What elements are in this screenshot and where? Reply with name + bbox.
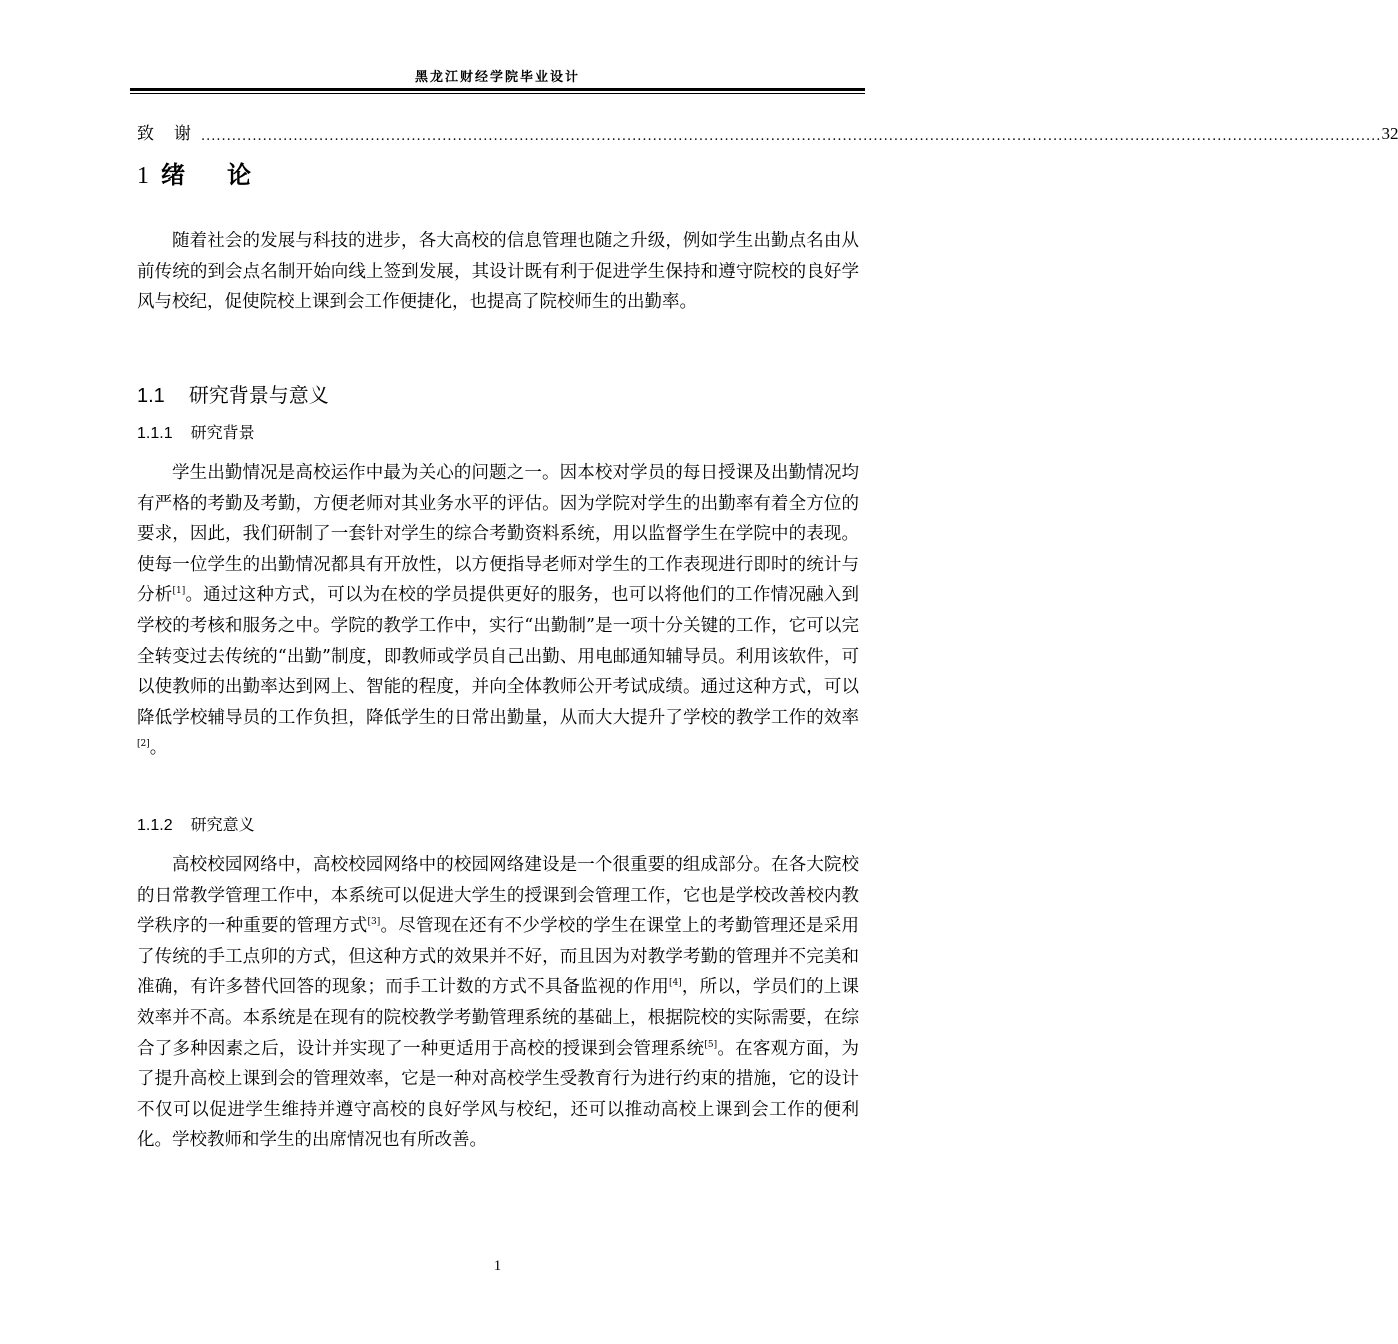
text-run: ，所以，学员们的上课效率并不高。本系统是在现有的院校教学考勤管理系统的基础上，根据院校的实际需要，在综合了多种因素之后，设计并实现了一种更适用于高校的授课到会管理系统	[137, 977, 859, 1059]
citation-ref[interactable]: [1]	[172, 586, 186, 597]
section-heading-1-1	[137, 379, 329, 408]
chapter-number: 1	[137, 163, 149, 189]
text-run: 。在客观方面，为了提升高校上课到会的管理效率，它是一种对高校学生受教育行为进行约束的措施，它的设计不仅可以促进学生维持并遵守高校的良好学风与校纪，还可以推动高校上课到会工作的便利化。学校教师和学生的出席情况也有所改善。	[137, 1038, 860, 1151]
subsection-heading-1-1-2	[137, 812, 255, 835]
text-run: 。	[149, 738, 168, 759]
citation-ref[interactable]: [3]	[367, 917, 381, 928]
text-run: 高校校园网络中，高校校园网络中的校园网络建设是一个很重要的组成部分。在各大院校的日常教学管理工作中，本系统可以促进大学生的授课到会管理工作，它也是学校改善校内教学秩序的一种重要的管理方式	[137, 855, 859, 937]
citation-ref[interactable]: [2]	[137, 739, 150, 750]
toc-entry-acknowledgement[interactable]	[137, 118, 1398, 144]
citation-ref[interactable]: [5]	[704, 1039, 718, 1050]
page-number: 1	[493, 1258, 502, 1274]
page-header: 黑龙江财经学院毕业设计	[414, 70, 580, 85]
background-paragraph	[137, 458, 859, 764]
citation-ref[interactable]: [4]	[668, 978, 682, 989]
subsection-number: 1.1.2	[137, 817, 173, 834]
subsection-number: 1.1.1	[137, 425, 173, 442]
significance-paragraph	[137, 850, 859, 1156]
toc-entry-title: 致谢	[137, 124, 211, 144]
text-run: 。通过这种方式，可以为在校的学员提供更好的服务，也可以将他们的工作情况融入到学校的考核和服务之中。学院的教学工作中，实行“出勤制”是一项十分关键的工作，它可以完全转变过去传统的“出勤”制度，即教师或学员自己出勤、用电邮通知辅导员。利用该软件，可以使教师的出勤率达到网上、智能的程度，并向全体教师公开考试成绩。通过这种方式，可以降低学校辅导员的工作负担，降低学生的日常出勤量，从而大大提升了学校的教学工作的效率	[137, 585, 860, 728]
section-number: 1.1	[137, 385, 165, 407]
chapter-heading	[137, 155, 293, 190]
text-run: 学生出勤情况是高校运作中最为关心的问题之一。因本校对学员的每日授课及出勤情况均有严格的考勤及考勤，方便老师对其业务水平的评估。因为学院对学生的出勤率有着全方位的要求，因此，我们研制了一套针对学生的综合考勤资料系统，用以监督学生在学院中的表现。使每一位学生的出勤情况都具有开放性，以方便指导老师对学生的工作表现进行即时的统计与分析	[137, 463, 859, 606]
intro-paragraph: 随着社会的发展与科技的进步，各大高校的信息管理也随之升级，例如学生出勤点名由从前传统的到会点名制开始向线上签到发展，其设计既有利于促进学生保持和遵守院校的良好学风与校纪，促使院校上课到会工作便捷化，也提高了院校师生的出勤率。	[137, 231, 859, 313]
header-rule-thick	[130, 88, 865, 91]
toc-leader-dots: ......................................................................................................................................................................................................................................	[201, 129, 1382, 144]
toc-entry-page: 32	[1381, 124, 1398, 143]
text-run: 。尽管现在还有不少学校的学生在课堂上的考勤管理还是采用了传统的手工点卯的方式，但这种方式的效果并不好，而且因为对教学考勤的管理并不完美和准确，有许多替代回答的现象；而手工计数的方式不具备监视的作用	[137, 916, 860, 998]
section-title: 研究背景与意义	[188, 383, 329, 407]
header-rule-thin	[130, 93, 865, 94]
subsection-heading-1-1-1	[137, 420, 255, 443]
subsection-title: 研究背景	[190, 423, 255, 442]
subsection-title: 研究意义	[190, 815, 255, 834]
chapter-title: 绪论	[161, 161, 293, 189]
